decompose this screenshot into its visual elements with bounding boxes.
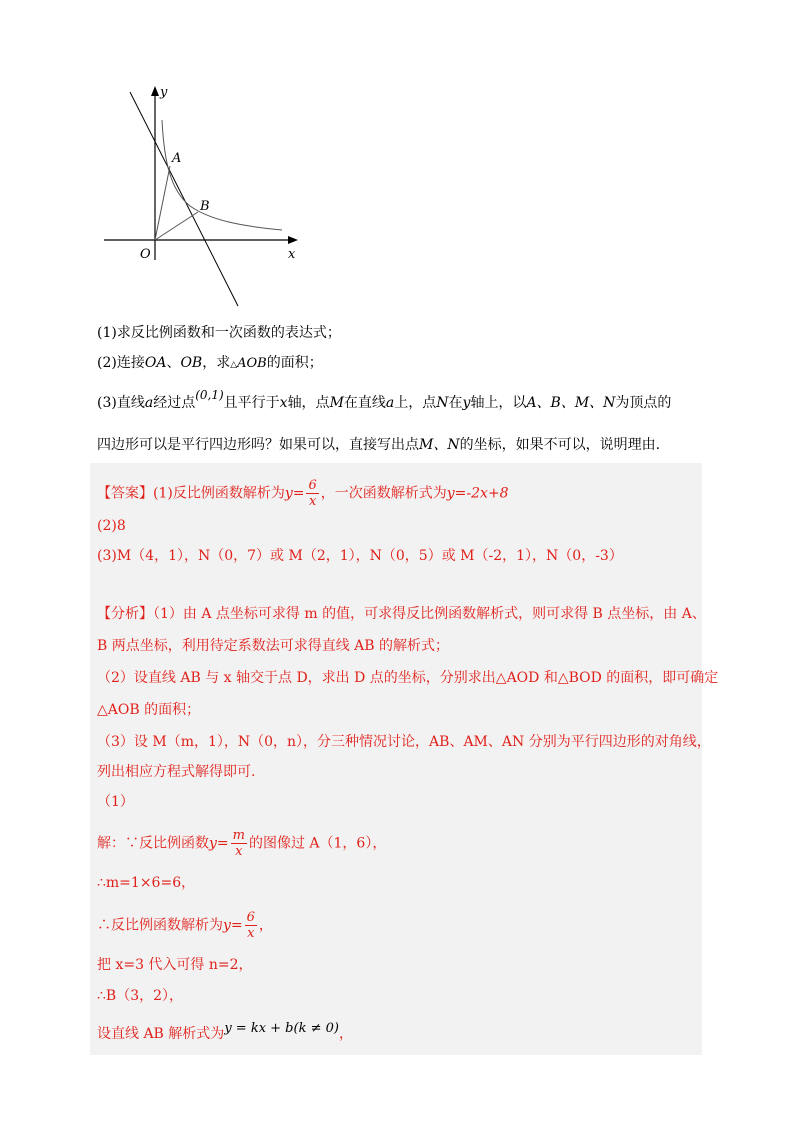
segment-ob [155, 212, 198, 240]
solution-line-0: （1） [97, 794, 134, 810]
linear-formula: y = kx + b(k ≠ 0) [224, 1021, 339, 1036]
hyperbola-curve [162, 120, 282, 230]
triangle-icon: △ [230, 360, 238, 370]
solution-line-1: 解：∵反比例函数y= $\frac{m}{x}$ 的图像过 A（1，6）， [97, 828, 387, 859]
solution-line-3: ∴反比例函数解析为y= $\frac{6}{x}$ ， [97, 910, 273, 941]
solution-line-6: 设直线 AB 解析式为y = kx + b(k ≠ 0)， [97, 1021, 353, 1042]
fraction-6-over-x: $\frac{6}{x}$ [308, 478, 317, 509]
label-b: B [200, 199, 210, 214]
point-0-1: (0,1) [195, 388, 224, 402]
question-3-line-1: (3)直线a经过点(0,1)且平行于x轴，点M在直线a上，点N在y轴上，以A、B、M、N为顶点的 [97, 388, 672, 411]
analysis-line-4: △AOB 的面积； [97, 702, 201, 718]
segment-oa [155, 166, 170, 240]
answer-line-3: (3)M（4，1），N（0，7）或 M（2，1），N（0，5）或 M（-2，1），N（0，-3） [97, 548, 623, 564]
label-a: A [172, 151, 182, 166]
label-x: x [288, 247, 296, 262]
question-1: (1)求反比例函数和一次函数的表达式； [97, 325, 341, 341]
solution-line-5: ∴B（3，2）， [97, 988, 184, 1004]
solution-line-4: 把 x=3 代入可得 n=2， [97, 957, 253, 973]
question-3-line-2: 四边形可以是平行四边形吗？如果可以，直接写出点M、N的坐标，如果不可以，说明理由. [97, 437, 661, 453]
fraction-m-over-x: $\frac{m}{x}$ [232, 828, 245, 859]
label-o: O [140, 247, 151, 262]
analysis-line-1: 【分析】（1）由 A 点坐标可求得 m 的值，可求得反比例函数解析式，则可求得 B 点坐标，由 A、 [97, 606, 706, 622]
label-y: y [160, 85, 168, 100]
analysis-line-3: （2）设直线 AB 与 x 轴交于点 D，求出 D 点的坐标，分别求出△AOD 和△BOD 的面积，即可确定 [97, 670, 719, 686]
fraction-6-over-x-solution: $\frac{6}{x}$ [246, 910, 255, 941]
x-axis-arrow-icon [288, 236, 298, 244]
analysis-line-6: 列出相应方程式解得即可. [97, 764, 256, 780]
answer-line-1: 【答案】(1)反比例函数解析为y= $\frac{6}{x}$ ，一次函数解析式为y=-2x+8 [97, 478, 509, 509]
question-2: (2)连接OA、OB，求△AOB的面积； [97, 355, 323, 371]
analysis-line-5: （3）设 M（m，1），N（0，n），分三种情况讨论，AB、AM、AN 分别为平行四边形的对角线， [97, 734, 711, 750]
line-ab [130, 92, 238, 306]
analysis-line-2: B 两点坐标，利用待定系数法可求得直线 AB 的解析式； [97, 638, 450, 654]
solution-line-2: ∴m=1×6=6， [97, 875, 196, 891]
y-axis-arrow-icon [151, 86, 159, 96]
function-graph-figure [100, 80, 310, 310]
answer-line-2: (2)8 [97, 518, 126, 534]
